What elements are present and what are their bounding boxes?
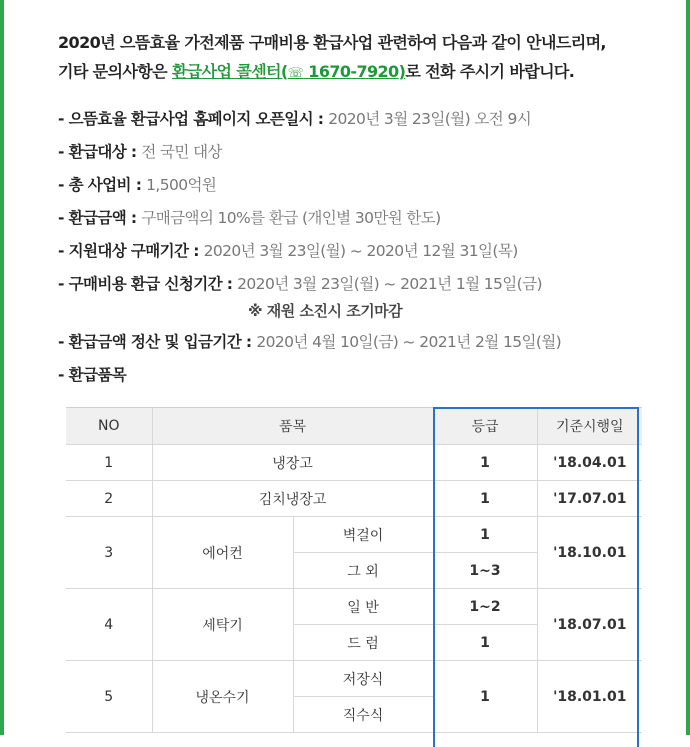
- cell-grade: 1: [433, 517, 537, 553]
- header-grade: 등급: [433, 408, 537, 445]
- info-label: - 지원대상 구매기간 :: [58, 242, 204, 260]
- info-label: - 구매비용 환급 신청기간 :: [58, 275, 238, 293]
- info-item-settlement-period: [58, 326, 658, 359]
- info-label: - 으뜸효율 환급사업 홈페이지 오픈일시 :: [58, 110, 329, 128]
- cell-subitem: 직수식: [293, 697, 433, 733]
- phone-icon: ☏: [287, 66, 304, 81]
- info-value: 2020년 4월 10일(금) ~ 2021년 2월 15일(월): [256, 333, 562, 351]
- cell-subitem: 일 반: [293, 589, 433, 625]
- info-item-open-date: [58, 103, 658, 136]
- table-row: [66, 661, 642, 697]
- info-value: 2020년 3월 23일(월) 오전 9시: [328, 110, 532, 128]
- phone-paren-open: (: [280, 62, 288, 81]
- callcenter-label: 환급사업 콜센터: [171, 62, 281, 81]
- info-item-refund-items: [58, 359, 658, 392]
- table-row: [66, 517, 642, 553]
- cell-item: 냉온수기: [152, 661, 293, 733]
- cell-no: 1: [66, 445, 152, 481]
- cell-grade: 1: [433, 445, 537, 481]
- cell-date: '18.04.01: [537, 445, 642, 481]
- cell-no: 4: [66, 589, 152, 661]
- cell-grade: 1: [433, 481, 537, 517]
- cell-item: 냉장고: [152, 445, 433, 481]
- info-label: - 환급금액 정산 및 입금기간 :: [58, 333, 257, 351]
- cell-grade: 1~2: [433, 589, 537, 625]
- table-row: [66, 481, 642, 517]
- info-value: 구매금액의 10%를 환급 (개인별 30만원 한도): [141, 209, 441, 227]
- info-label: - 환급금액 :: [58, 209, 142, 227]
- right-frame-border: [686, 0, 690, 735]
- header-date: 기준시행일: [537, 408, 642, 445]
- info-item-purchase-period: [58, 235, 658, 268]
- info-value: 2020년 3월 23일(월) ~ 2020년 12월 31일(목): [203, 242, 518, 260]
- info-value: 전 국민 대상: [141, 143, 222, 161]
- intro-line-1: 2020년 으뜸효율 가전제품 구매비용 환급사업 관련하여 다음과 같이 안내드리며,: [58, 33, 606, 52]
- cell-subitem: 벽걸이: [293, 517, 433, 553]
- info-item-refund-amount: [58, 202, 658, 235]
- cell-subitem: 저장식: [293, 661, 433, 697]
- refund-items-table-wrap: [66, 407, 642, 733]
- info-item-budget: [58, 169, 658, 202]
- info-label: - 환급대상 :: [58, 143, 142, 161]
- info-value: 1,500억원: [146, 176, 217, 194]
- table-header-row: [66, 408, 642, 445]
- early-close-note: ※ 재원 소진시 조기마감: [248, 302, 403, 320]
- cell-no: 3: [66, 517, 152, 589]
- table-row: [66, 589, 642, 625]
- cell-item: 세탁기: [152, 589, 293, 661]
- info-label: - 총 사업비 :: [58, 176, 147, 194]
- intro-paragraph: [58, 28, 658, 88]
- cell-grade: 1~3: [433, 553, 537, 589]
- cell-grade: 1: [433, 625, 537, 661]
- cell-date: '18.10.01: [537, 517, 642, 589]
- callcenter-link[interactable]: [172, 62, 405, 81]
- intro-line-2-after: 로 전화 주시기 바랍니다.: [405, 62, 575, 81]
- info-label: - 환급품목: [58, 366, 127, 384]
- info-item-target: [58, 136, 658, 169]
- refund-items-table: [66, 407, 642, 733]
- phone-paren-close: ): [398, 62, 406, 81]
- intro-line-2-before: 기타 문의사항은: [58, 62, 172, 81]
- cell-subitem: 드 럼: [293, 625, 433, 661]
- info-item-apply-period: [58, 268, 658, 301]
- left-frame-border: [0, 0, 4, 735]
- cell-no: 5: [66, 661, 152, 733]
- cell-date: '18.01.01: [537, 661, 642, 733]
- info-list: [58, 103, 658, 392]
- cell-grade: 1: [433, 661, 537, 733]
- header-item: 품목: [152, 408, 433, 445]
- cell-date: '17.07.01: [537, 481, 642, 517]
- cell-date: '18.07.01: [537, 589, 642, 661]
- table-row: [66, 445, 642, 481]
- cell-no: 2: [66, 481, 152, 517]
- notice-content: [58, 28, 658, 392]
- cell-item: 김치냉장고: [152, 481, 433, 517]
- callcenter-phone: 1670-7920: [308, 62, 399, 81]
- info-value: 2020년 3월 23일(월) ~ 2021년 1월 15일(금): [237, 275, 542, 293]
- header-no: NO: [66, 408, 152, 445]
- cell-subitem: 그 외: [293, 553, 433, 589]
- cell-item: 에어컨: [152, 517, 293, 589]
